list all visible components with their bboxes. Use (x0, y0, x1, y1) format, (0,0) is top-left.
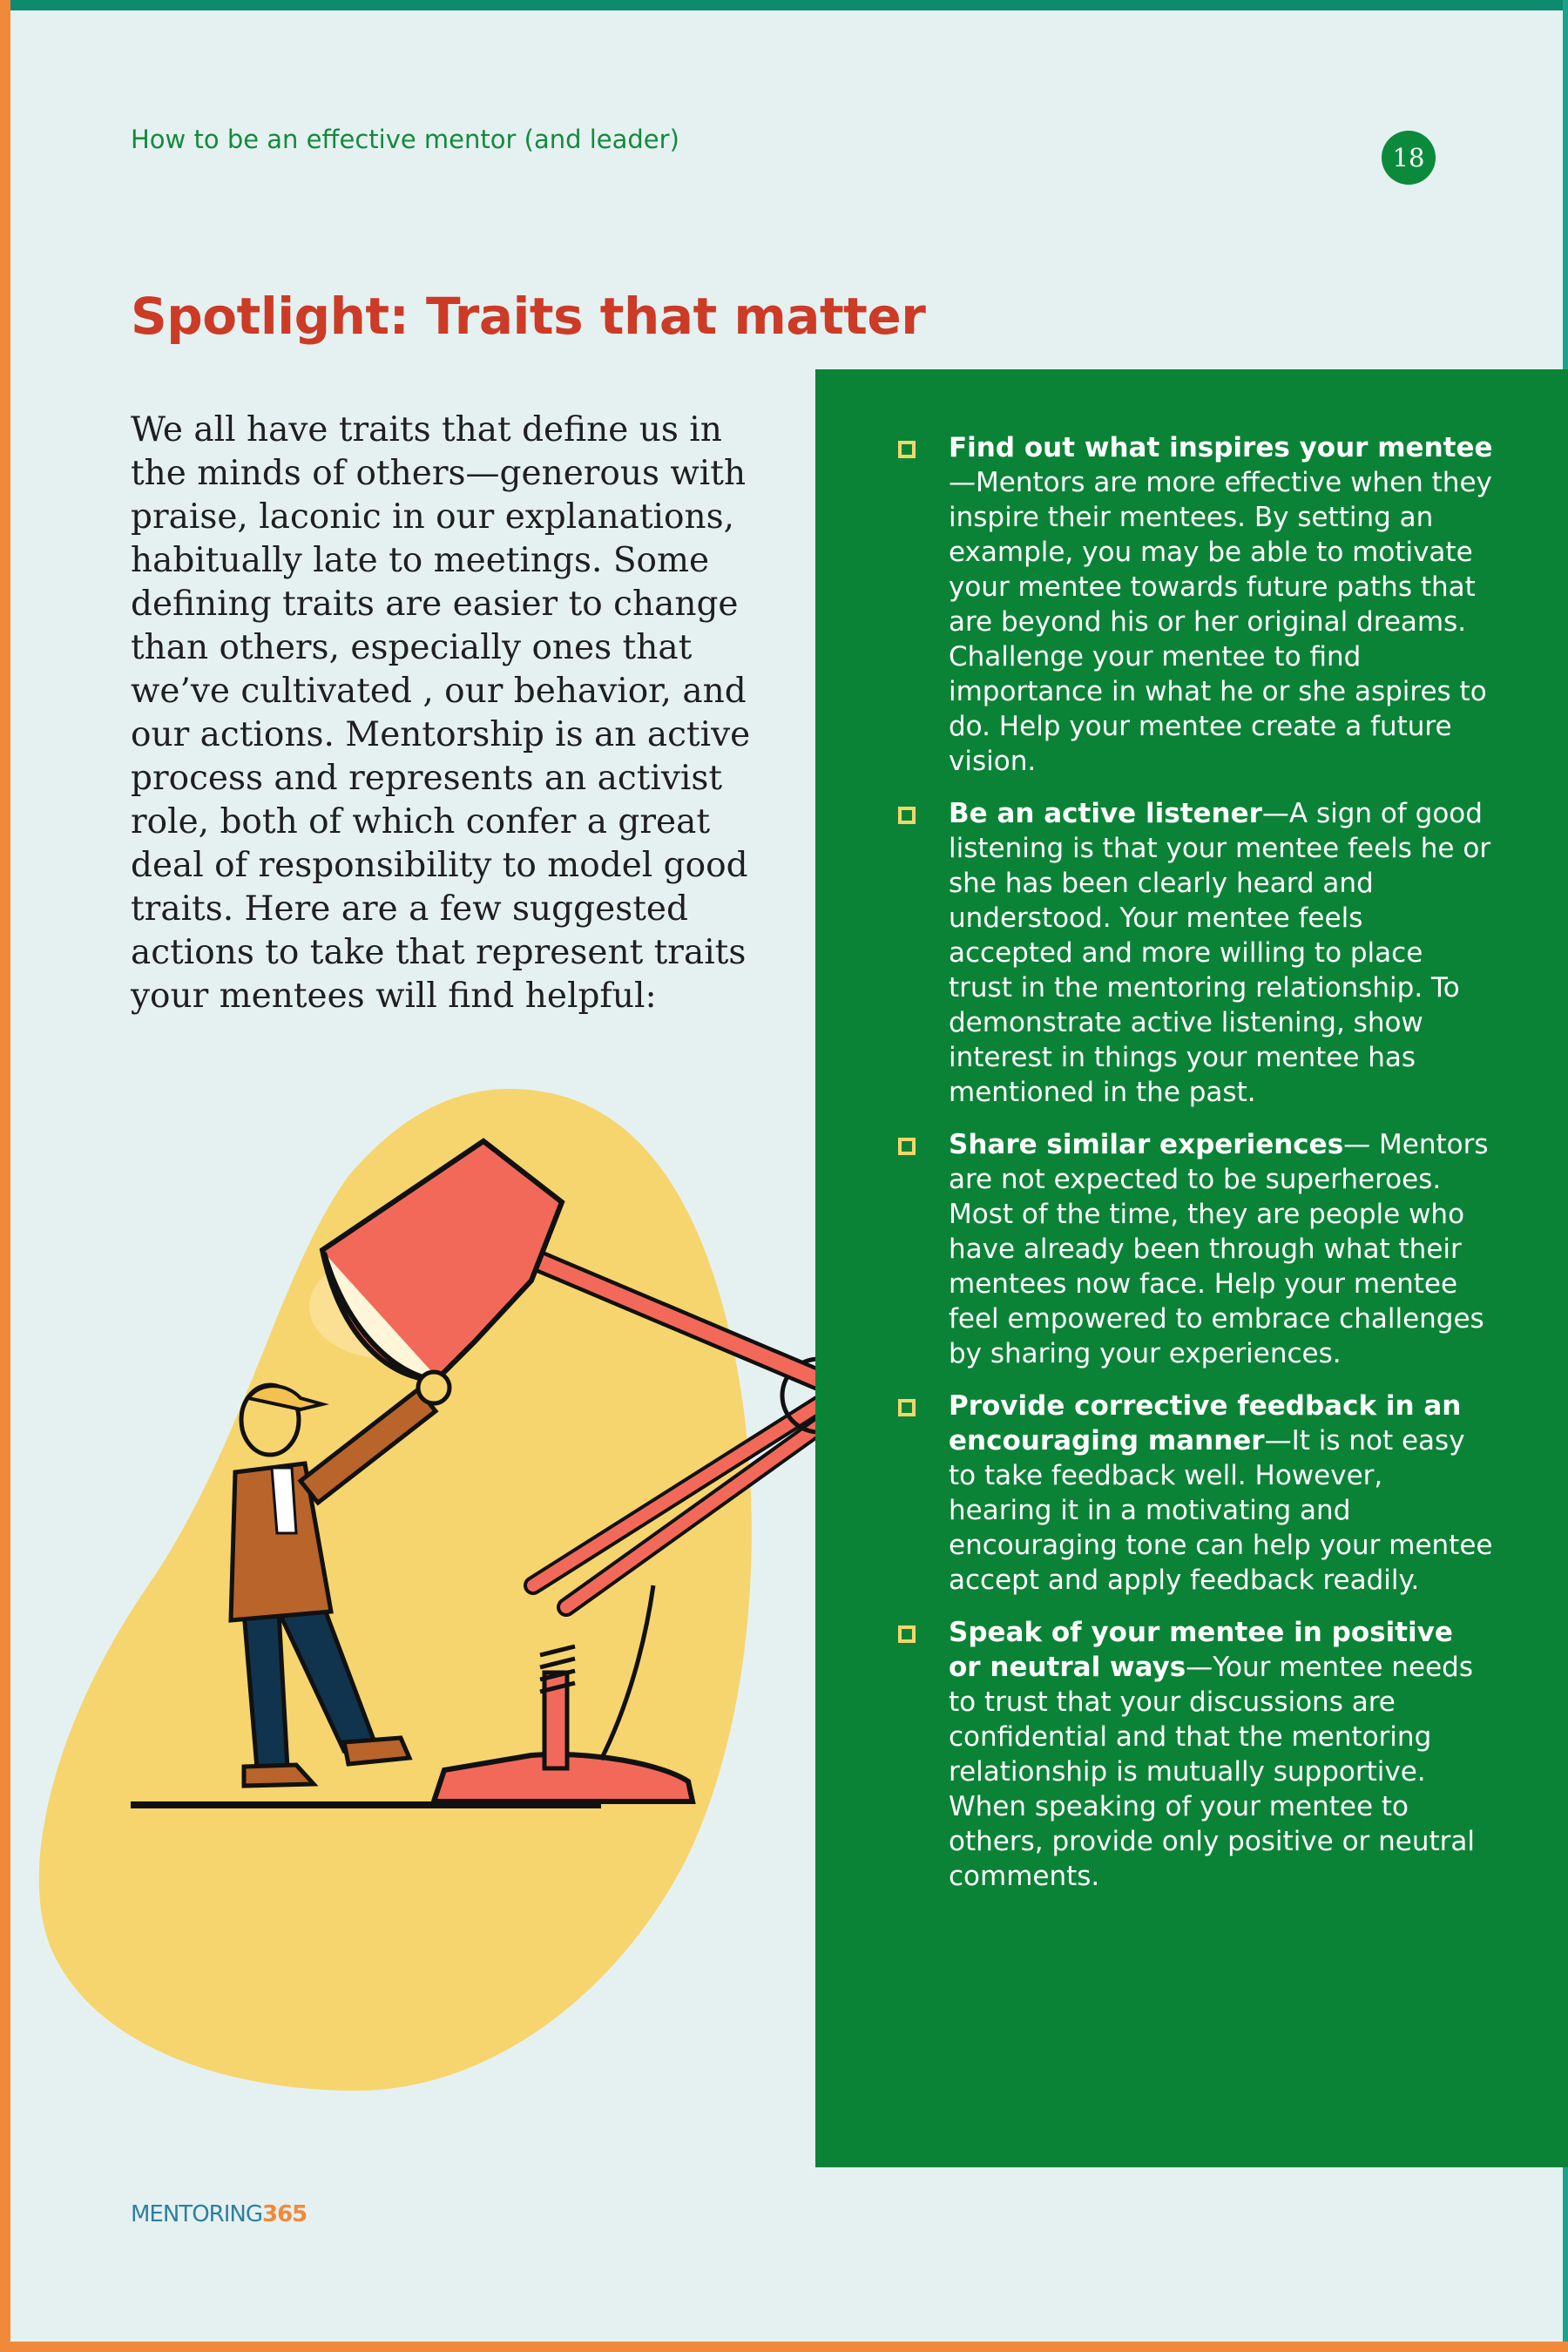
bottom-edge-stripe (0, 2342, 1568, 2352)
square-bullet-icon (898, 807, 916, 824)
bullet-text: — Mentors are not expected to be superheroes. Most of the time, they are people who have already been through what their mentees now face. Help your mentee feel empowered to embrace challenges by sharing your experiences. (949, 1129, 1489, 1369)
logo-number: 365 (262, 2201, 308, 2227)
bullet-lead: Find out what inspires your mentee (949, 432, 1493, 463)
bullet-text: —A sign of good listening is that your mentee feels he or she has been clearly heard and understood. Your mentee feels accepted and more willing to place trust in the mentoring relationship. To demonstrate active listening, show interest in things your mentee has mentioned in the past. (949, 798, 1491, 1108)
bullet-text: —Your mentee needs to trust that your discussions are confidential and that the mentoring relationship is mutually supportive. When speaking of your mentee to others, provide only positive or neutral comments. (949, 1652, 1476, 1892)
top-edge-stripe (0, 0, 1568, 10)
bullet-lead: Be an active listener (949, 798, 1262, 829)
list-item (893, 1127, 1494, 1371)
square-bullet-icon (898, 1399, 916, 1416)
running-header: How to be an effective mentor (and leader) (131, 125, 679, 154)
bullet-lead: Provide corrective feedback in an encouraging manner (949, 1390, 1462, 1456)
bullet-lead: Speak of your mentee in positive or neutral ways (949, 1617, 1453, 1683)
square-bullet-icon (898, 1625, 916, 1643)
square-bullet-icon (898, 1138, 916, 1155)
page-number-badge: 18 (1382, 131, 1436, 185)
suggested-actions-list (893, 430, 1494, 1911)
list-item (893, 1615, 1494, 1894)
bullet-text: —It is not easy to take feedback well. However, hearing it in a motivating and encouraging tone can help your mentee accept and apply feedback readily. (949, 1425, 1493, 1596)
square-bullet-icon (898, 441, 916, 458)
logo-wordmark: MENTORING (131, 2201, 262, 2227)
bullet-lead: Share similar experiences (949, 1129, 1344, 1160)
footer-logo (131, 2201, 307, 2227)
list-item (893, 1389, 1494, 1598)
mentor-lamp-illustration (0, 1045, 871, 2091)
bullet-text: —Mentors are more effective when they inspire their mentees. By setting an example, you may be able to motivate your mentee towards future paths that are beyond his or her original dreams. Challenge your mentee to find importance in what he or she aspires to do. Help your mentee create a future vision. (949, 467, 1492, 777)
page-title: Spotlight: Traits that matter (131, 286, 926, 346)
intro-paragraph: We all have traits that define us in the minds of others—generous with praise, laconic in our explanations, habitually late to meetings. Some defining traits are easier to change than others, especially ones that we’ve cultivated , our behavior, and our actions. Mentorship is an active process and represents an activist role, both of which confer a great deal of responsibility to model good traits. Here are a few suggested actions to take that represent traits your mentees will find helpful: (131, 410, 751, 1016)
list-item (893, 796, 1494, 1110)
list-item (893, 430, 1494, 779)
